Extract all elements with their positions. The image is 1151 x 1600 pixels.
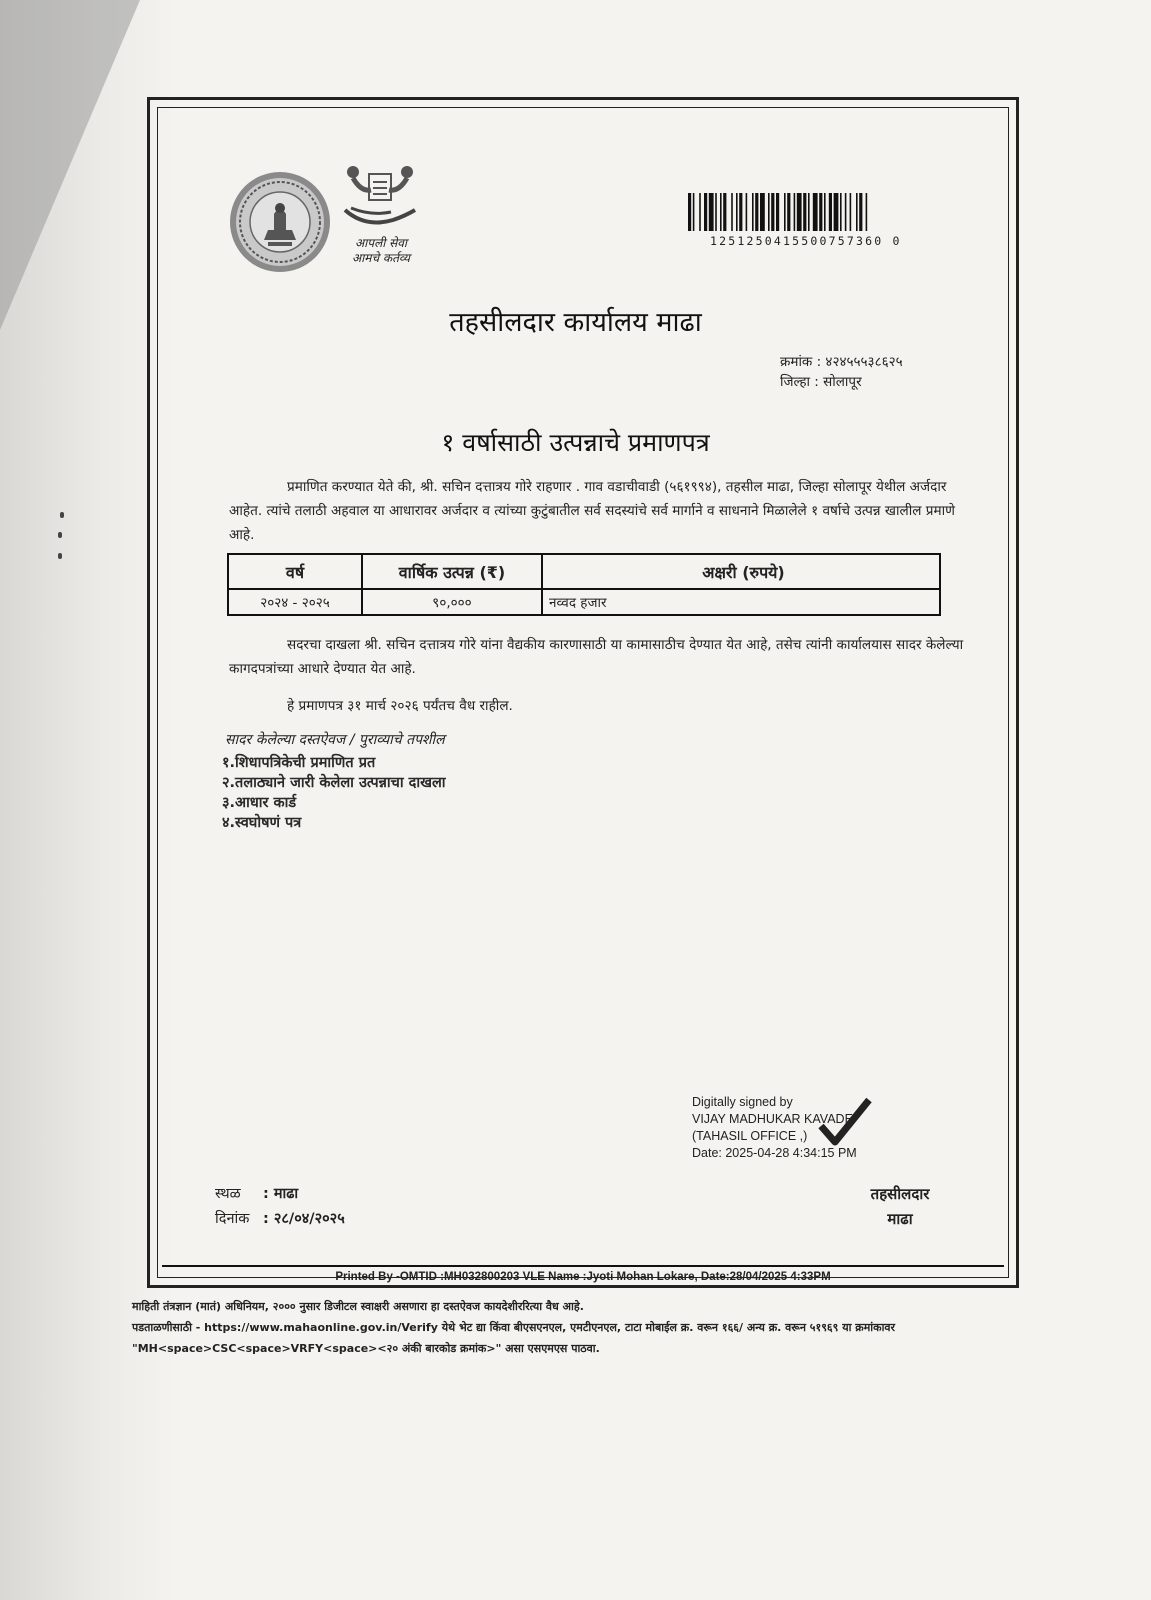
barcode-bar (866, 193, 868, 231)
barcode (688, 193, 964, 231)
certificate-inner-border (157, 107, 1009, 1278)
list-item: ३.आधार कार्ड (222, 795, 297, 811)
csc-tagline (340, 236, 422, 266)
barcode-bar (739, 193, 742, 231)
barcode-bar (787, 193, 790, 231)
barcode-number: 1251250415500757360 0 (710, 234, 902, 248)
cell-annual-income: ९०,००० (362, 589, 542, 615)
certification-paragraph: प्रमाणित करण्यात येते की, श्री. सचिन दत्तात्रय गोरे राहणार . गाव वडाचीवाडी (५६१९९४), तहसील माढा, जिल्हा सोलापूर येथील अर्जदार आहेत. त्यांचे तलाठी अहवाल या आधारावर अर्जदार व त्यांच्या कुटुंबातील सर्व सदस्यांचे सर्व मार्गाने व साधनाने मिळालेले १ वर्षाचे उत्पन्न खालील प्रमाणे आहे. (229, 479, 955, 543)
date-value: : २८/०४/२०२५ (263, 1211, 345, 1227)
district: जिल्हा : सोलापूर (780, 374, 862, 390)
signature-line-1: Digitally signed by (692, 1095, 793, 1109)
scan-speck (58, 532, 62, 538)
barcode-bar (834, 193, 839, 231)
footer-verify-note: पडताळणीसाठी - https://www.mahaonline.gov.in/Verify येथे भेट द्या किंवा बीएसएनएल, एमटीएनएल, टाटा मोबाईल क्र. वरून १६६/ अन्य क्र. वरून ५१९६९ या क्रमांकावर (132, 1321, 896, 1334)
page-fold (0, 0, 140, 330)
barcode-bar (704, 193, 707, 231)
barcode-bar (845, 193, 847, 231)
purpose-paragraph: सदरचा दाखला श्री. सचिन दत्तात्रय गोरे यांना वैद्यकीय कारणासाठी या कामासाठीच देण्यात येत आहे, तसेच त्यांनी कार्यालयास सादर केलेल्या कागदपत्रांच्या आधारे देण्यात येत आहे. (229, 637, 964, 677)
barcode-bar (699, 193, 701, 231)
cell-year: २०२४ - २०२५ (228, 589, 362, 615)
barcode-bar (731, 193, 733, 231)
barcode-bar (856, 193, 858, 231)
list-item: १.शिधापत्रिकेची प्रमाणित प्रत (222, 755, 376, 771)
barcode-bar (819, 193, 822, 231)
barcode-bar (813, 193, 818, 231)
barcode-bar (688, 193, 691, 231)
place-date-block (215, 1182, 345, 1232)
signature-valid-check-icon (815, 1094, 875, 1154)
table-header-row (228, 554, 940, 589)
footer-sms-format: "MH<space>CSC<space>VRFY<space><२० अंकी बारकोड क्रमांक>" असा एसएमएस पाठवा. (132, 1342, 600, 1355)
barcode-bar (776, 193, 779, 231)
header-annual-income: वार्षिक उत्पन्न (₹) (362, 554, 542, 589)
place-label: स्थळ (215, 1186, 241, 1202)
barcode-bar (803, 193, 806, 231)
barcode-bar (755, 193, 758, 231)
barcode-bar (760, 193, 765, 231)
barcode-bar (709, 193, 714, 231)
barcode-bar (715, 193, 717, 231)
barcode-bar (784, 193, 786, 231)
designation-title: तहसीलदार (870, 1185, 930, 1203)
list-item: ४.स्वघोषणं पत्र (222, 815, 302, 831)
income-table (227, 553, 941, 616)
csc-tagline-line-2: आमचे कर्तव्य (352, 251, 410, 265)
barcode-bar (771, 193, 774, 231)
office-title: तहसीलदार कार्यालय माढा (449, 307, 702, 338)
barcode-bar (723, 193, 726, 231)
header-amount-in-words: अक्षरी (रुपये) (542, 554, 940, 589)
serial-number: क्रमांक : ४२४५५५३८६२५ (780, 354, 903, 370)
validity-statement: हे प्रमाणपत्र ३१ मार्च २०२६ पर्यंतच वैध राहील. (287, 698, 513, 714)
signer-office: (TAHASIL OFFICE ,) (692, 1129, 808, 1143)
barcode-bar (693, 193, 695, 231)
designation-place: माढा (887, 1210, 913, 1228)
cell-amount-in-words: नव्वद हजार (542, 589, 940, 615)
table-row (228, 589, 940, 615)
scan-speck (60, 512, 64, 518)
certificate-border (147, 97, 1019, 1288)
signer-name: VIJAY MADHUKAR KAVADE (692, 1112, 853, 1126)
barcode-bar (808, 193, 810, 231)
footer-notes (132, 1296, 1027, 1359)
maharashtra-seal-icon (228, 170, 332, 274)
list-item: २.तलाठ्याने जारी केलेला उत्पन्नाचा दाखला (222, 775, 446, 791)
date-label: दिनांक (215, 1211, 250, 1227)
scan-speck (58, 553, 62, 559)
documents-list (222, 753, 446, 833)
csc-tagline-line-1: आपली सेवा (354, 236, 408, 250)
signature-date: Date: 2025-04-28 4:34:15 PM (692, 1146, 857, 1160)
certificate-meta (780, 352, 903, 392)
place-value: : माढा (263, 1186, 299, 1202)
barcode-bar (840, 193, 842, 231)
barcode-bar (768, 193, 770, 231)
certificate-title: १ वर्षासाठी उत्पन्नाचे प्रमाणपत्र (441, 428, 710, 457)
footer-legal-note: माहिती तंत्रज्ञान (मातं) अधिनियम, २००० नुसार डिजीटल स्वाक्षरी असणारा हा दस्तऐवज कायदेशीररित्या वैध आहे. (132, 1300, 584, 1313)
barcode-bar (736, 193, 738, 231)
barcode-bar (829, 193, 832, 231)
barcode-bar (752, 193, 754, 231)
printed-by-line: Printed By -OMTID :MH032800203 VLE Name :Jyoti Mohan Lokare, Date:28/04/2025 4:33PM (162, 1265, 1004, 1287)
barcode-bar (850, 193, 852, 231)
documents-heading: सादर केलेल्या दस्तऐवज / पुराव्याचे तपशील (225, 732, 445, 748)
barcode-bar (824, 193, 826, 231)
barcode-bar (859, 193, 862, 231)
header-year: वर्ष (228, 554, 362, 589)
designation-block (850, 1182, 950, 1232)
barcode-bar (797, 193, 802, 231)
barcode-bar (794, 193, 796, 231)
barcode-bar (720, 193, 722, 231)
barcode-bar (746, 193, 748, 231)
csc-logo-icon (341, 162, 419, 234)
